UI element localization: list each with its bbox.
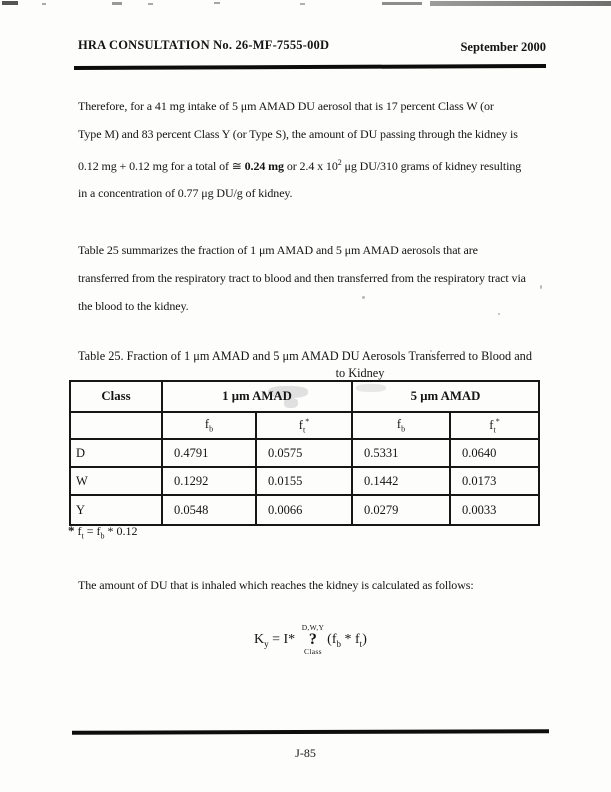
scan-artifact xyxy=(2,1,18,5)
scan-artifact xyxy=(112,2,122,5)
cell-value: 0.0066 xyxy=(256,495,352,525)
bold-value: 0.24 mg xyxy=(244,158,284,173)
text-line: Type M) and 83 percent Class Y (or Type S), the amount of DU passing through the kidney is xyxy=(78,126,518,141)
scan-speck xyxy=(540,285,542,289)
text-line xyxy=(78,149,521,181)
page-number: J-85 xyxy=(295,746,316,760)
cell-value: 0.0548 xyxy=(162,495,256,525)
summation-lower-limit: Class xyxy=(304,647,322,657)
empty-cell xyxy=(70,412,162,439)
footnote-asterisk: * xyxy=(68,523,75,538)
table-row xyxy=(70,439,539,467)
summation-upper-limit: D,W,Y xyxy=(301,623,325,632)
table-caption-line2: to Kidney xyxy=(335,366,385,380)
table-row-groups xyxy=(70,381,539,412)
paragraph-3 xyxy=(78,572,474,600)
cell-value: 0.5331 xyxy=(352,439,450,467)
table-row xyxy=(70,467,539,495)
text-line: in a concentration of 0.77 μg DU/g of kidney. xyxy=(78,186,293,201)
paragraph-2 xyxy=(78,237,526,320)
text-line: The amount of DU that is inhaled which reaches the kidney is calculated as follows: xyxy=(78,578,474,592)
cell-value: 0.1292 xyxy=(162,467,256,495)
column-header-fb: $f_b$ xyxy=(352,412,450,439)
scan-artifact xyxy=(300,3,305,5)
cell-value: 0.0033 xyxy=(450,495,539,525)
cell-value: 0.4791 xyxy=(162,439,256,467)
column-header-ft: $f_t^*$ xyxy=(256,412,352,439)
exponent: 2 xyxy=(337,157,342,167)
column-group-1um: 1 μm AMAD xyxy=(162,381,352,412)
formula-rhs: $(f_b * f_t)$ xyxy=(327,631,367,649)
row-label: W xyxy=(70,467,162,495)
row-label: D xyxy=(70,439,162,467)
formula-kidney-uptake xyxy=(254,624,367,656)
formula-lhs: $K_y = I*$ xyxy=(254,631,299,649)
cell-value: 0.0279 xyxy=(352,495,450,525)
summation-symbol: ? xyxy=(308,630,317,648)
column-header-class: Class xyxy=(70,381,162,412)
scan-artifact xyxy=(148,3,153,5)
table-row-subheaders xyxy=(70,412,539,439)
cell-value: 0.0575 xyxy=(256,439,352,467)
column-header-ft: $f_t^*$ xyxy=(450,412,539,439)
scan-artifact xyxy=(430,1,611,6)
text-segment: μg DU/310 grams of kidney resulting xyxy=(341,158,522,173)
formula-summation xyxy=(302,624,324,656)
cell-value: 0.0173 xyxy=(450,467,539,495)
cell-value: 0.1442 xyxy=(352,467,450,495)
scan-artifact xyxy=(42,3,46,5)
row-label: Y xyxy=(70,495,162,525)
text-segment: 0.12 mg + 0.12 mg for a total of ≅ xyxy=(78,158,245,173)
table-25 xyxy=(69,380,540,526)
scan-artifact xyxy=(382,2,422,5)
paragraph-1 xyxy=(78,93,521,208)
table-row xyxy=(70,495,539,525)
document-date: September 2000 xyxy=(460,40,546,54)
cell-value: 0.0640 xyxy=(450,439,539,467)
scan-artifact xyxy=(214,2,220,4)
text-line: Therefore, for a 41 mg intake of 5 μm AMAD DU aerosol that is 17 percent Class W (or xyxy=(78,99,494,113)
text-segment: or 2.4 x 10 xyxy=(283,158,338,173)
footer-rule xyxy=(72,729,549,734)
document-title: HRA CONSULTATION No. 26-MF-7555-00D xyxy=(78,38,330,52)
column-group-5um: 5 μm AMAD xyxy=(352,381,539,412)
header-rule xyxy=(74,64,546,70)
table-caption: Table 25. Fraction of 1 μm AMAD and 5 μm AMAD DU Aerosols Transferred to Blood and xyxy=(78,349,532,363)
text-line: the blood to the kidney. xyxy=(78,298,189,313)
text-line: Table 25 summarizes the fraction of 1 μm AMAD and 5 μm AMAD aerosols that are xyxy=(78,243,478,257)
column-header-fb: $f_b$ xyxy=(162,412,256,439)
text-line: transferred from the respiratory tract to blood and then transferred from the respiratory tract via xyxy=(78,270,526,285)
table-footnote: * $f_t = f_b * 0.12$ xyxy=(68,523,138,541)
cell-value: 0.0155 xyxy=(256,467,352,495)
